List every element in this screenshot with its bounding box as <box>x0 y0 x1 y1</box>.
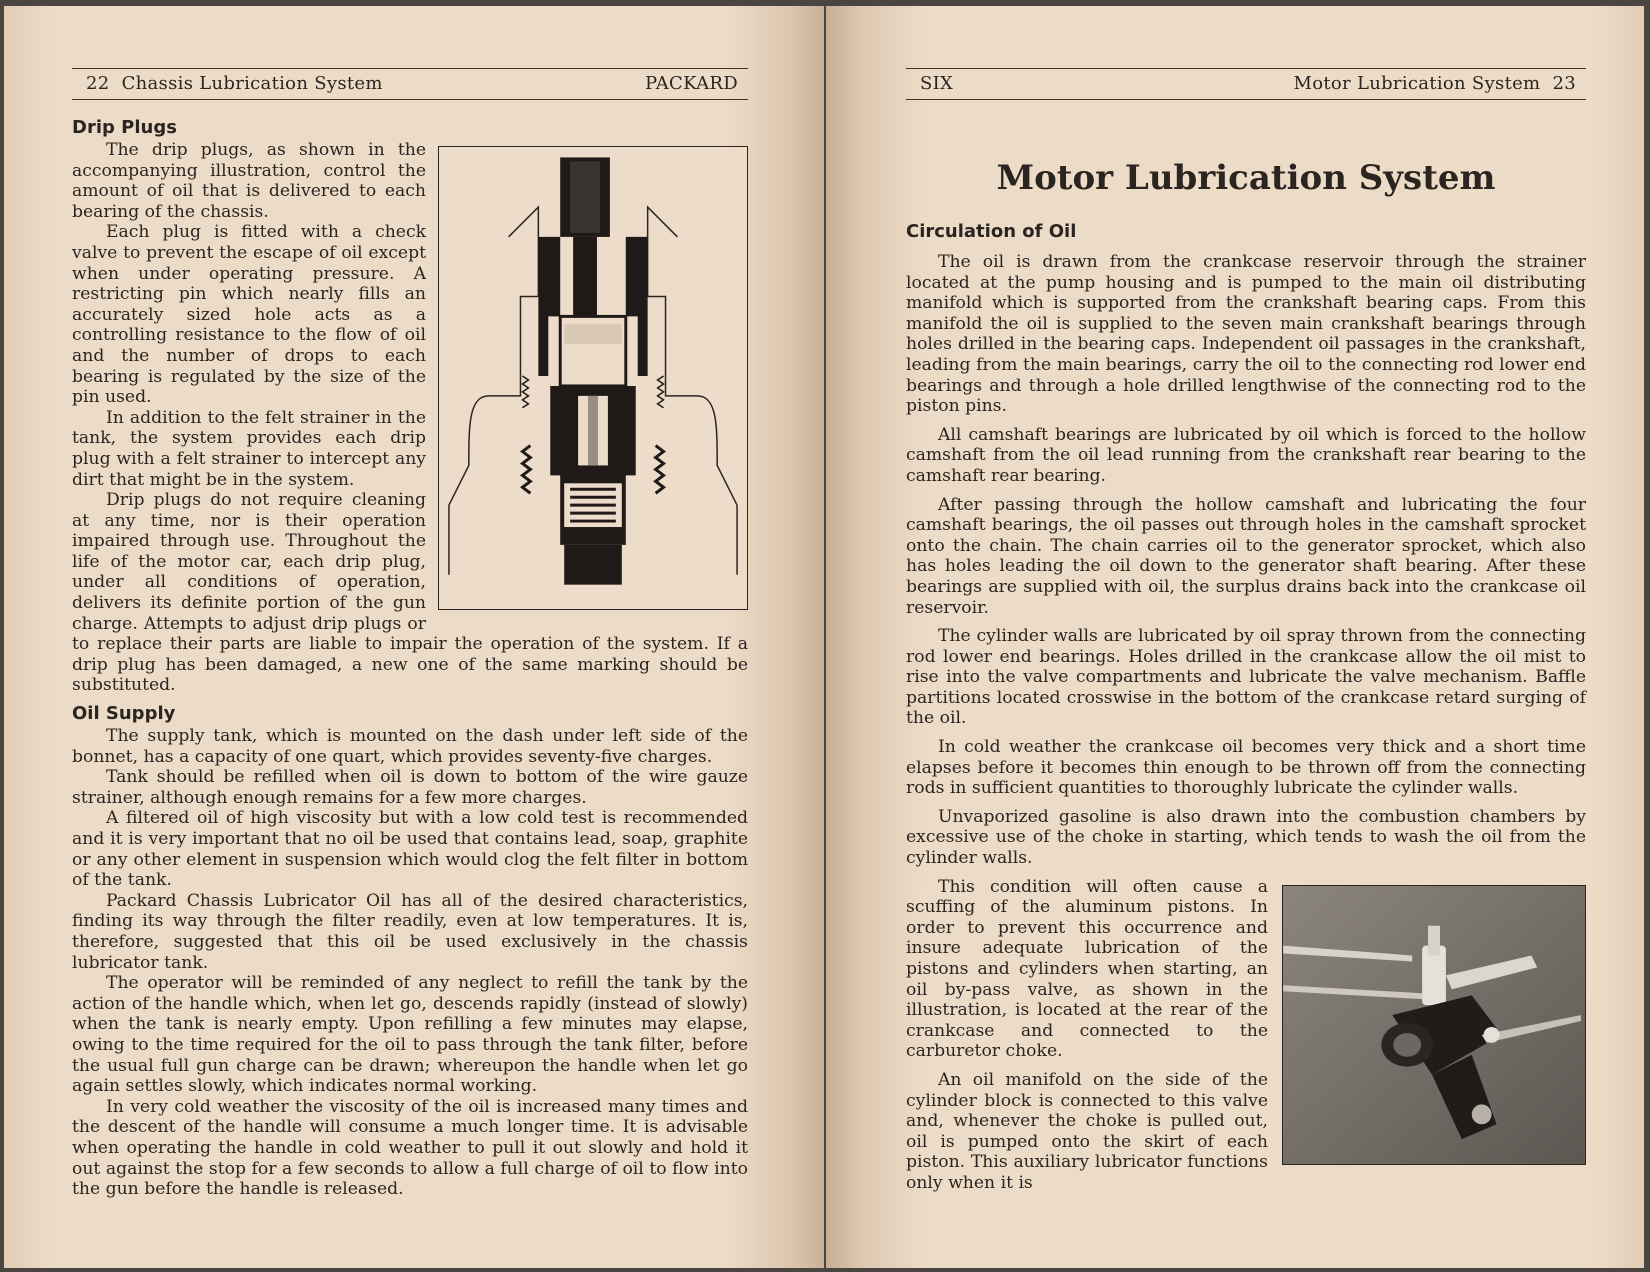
circulation-paragraph-6: Unvaporized gasoline is also drawn into the combustion chambers by excessive use of the choke in starting, which tends to wash the oil from the cylinder walls. <box>906 806 1586 869</box>
right-page <box>826 6 1644 1268</box>
brand-right: SIX <box>920 73 954 94</box>
oil-supply-paragraph-6: In very cold weather the viscosity of the oil is increased many times and the descent of the handle will consume a much longer time. It is advisable when operating the handle in cold weather to pull it out slowly and hold it out against the stop for a few seconds to allow a full charge of oil to flow into the gun before the handle is released. <box>72 1096 748 1200</box>
circulation-paragraph-1: The oil is drawn from the crankcase reservoir through the strainer located at the pump housing and is pumped to the main oil distributing manifold which is supported from the crankshaft bearing caps. From this manifold the oil is supplied to the seven main crankshaft bearings through holes drilled in the bearing caps. Independent oil passages in the crankshaft, leading from the main bearings, carry the oil to the connecting rod lower end bearings and through a hole drilled lengthwise of the connecting rod to the piston pins. <box>906 252 1586 417</box>
drip-plugs-paragraph-2: Each plug is fitted with a check valve to prevent the escape of oil except when under operating pressure. A restricting pin which nearly fills an accurately sized hole acts as a controlling resistance to the flow of oil and the number of drops to each bearing is regulated by the size of the pin used. <box>72 222 426 408</box>
circulation-paragraph-4: The cylinder walls are lubricated by oil spray thrown from the connecting rod lower end bearings. Holes drilled in the crankcase allow the oil mist to rise into the valve compartments and lubricate the valve mechanism. Baffle partitions located crosswise in the bottom of the crankcase retard surging of the oil. <box>906 626 1586 729</box>
drip-plugs-paragraph-1: The drip plugs, as shown in the accompanying illustration, control the amount of oil that is delivered to each bearing of the chassis. <box>72 140 426 222</box>
page-number-right: 23 <box>1552 73 1576 94</box>
oil-supply-heading: Oil Supply <box>72 703 176 725</box>
right-column <box>906 220 1586 1202</box>
drip-plug-illustration <box>438 146 748 610</box>
circulation-paragraph-8: An oil manifold on the side of the cylinder block is connected to this valve and, whenever the choke is pulled out, oil is pumped onto the skirt of each piston. This auxiliary lubricator functions only when it is <box>906 1069 1268 1193</box>
header-right-text <box>1293 70 1576 98</box>
oil-supply-paragraph-1: The supply tank, which is mounted on the dash under left side of the bonnet, has a capacity of one quart, which provides seventy-five charges. <box>72 726 748 767</box>
circulation-paragraph-2: All camshaft bearings are lubricated by oil which is forced to the hollow camshaft from the oil lead running from the crankshaft rear bearing to the camshaft rear bearing. <box>906 424 1586 486</box>
page-number-left: 22 <box>86 73 110 94</box>
drip-plug-cross-section <box>439 147 747 609</box>
drip-plugs-paragraph-4: Drip plugs do not require cleaning at any time, nor is their operation impaired through use. Throughout the life of the motor car, each drip plug, under all conditions of operation, delivers its definite portion of the gun charge. Attempts to adjust drip plugs or to replace their parts are liable to impair the operation of the system. If a drip plug has been damaged, a new one of the same marking should be substituted. <box>72 490 748 696</box>
section-title-left: Chassis Lubrication System <box>121 73 383 94</box>
oil-supply-paragraph-4: Packard Chassis Lubricator Oil has all of the desired characteristics, finding its way through the filter readily, even at low temperatures. It is, therefore, suggested that this oil be used exclusively in the chassis lubricator tank. <box>72 890 748 973</box>
left-column <box>72 116 748 1200</box>
chapter-title: Motor Lubrication System <box>996 158 1496 198</box>
oil-supply-paragraph-3: A filtered oil of high viscosity but with a low cold test is recommended and it is very important that no oil be used that contains lead, soap, graphite or any other element in suspension which would clog the felt filter in bottom of the tank. <box>72 808 748 891</box>
section-title-right: Motor Lubrication System <box>1293 73 1541 94</box>
drip-plugs-heading: Drip Plugs <box>72 117 177 138</box>
drip-plugs-paragraph-3: In addition to the felt strainer in the tank, the system provides each drip plug with a felt strainer to intercept any dirt that might be in the system. <box>72 407 426 490</box>
oil-supply-paragraph-5: The operator will be reminded of any neglect to refill the tank by the action of the handle which, when let go, descends rapidly (instead of slowly) when the tank is nearly empty. Upon refilling a few minutes may elapse, owing to the time required for the oil to pass through the tank filter, before the usual full gun charge can be drawn; whereupon the handle when let go again settles slowly, which indicates normal working. <box>72 973 748 1097</box>
left-page <box>4 6 824 1268</box>
running-head-left <box>72 68 748 100</box>
bypass-valve-illustration <box>1283 886 1585 1164</box>
running-head-right <box>906 68 1586 100</box>
circulation-paragraph-7: This condition will often cause a scuffing of the aluminum pistons. In order to prevent this occurrence and insure adequate lubrication of the pistons and cylinders when starting, an oil by-pass valve, as shown in the illustration, is located at the rear of the crankcase and connected to the carburetor choke. <box>906 876 1268 1062</box>
bypass-valve-photo <box>1282 885 1586 1165</box>
header-left-text <box>86 70 383 98</box>
oil-supply-paragraph-2: Tank should be refilled when oil is down to bottom of the wire gauze strainer, although enough remains for a few more charges. <box>72 767 748 808</box>
circulation-heading: Circulation of Oil <box>906 221 1077 242</box>
circulation-paragraph-3: After passing through the hollow camshaft and lubricating the four camshaft bearings, the oil passes out through holes in the camshaft sprocket onto the chain. The chain carries oil to the generator sprocket, which also has holes leading the oil down to the generator shaft bearing. After these bearings are supplied with oil, the surplus drains back into the crankcase oil reservoir. <box>906 494 1586 618</box>
brand-left: PACKARD <box>644 73 738 94</box>
circulation-paragraph-5: In cold weather the crankcase oil becomes very thick and a short time elapses before it becomes thin enough to be thrown off from the connecting rods in sufficient quantities to thoroughly lubricate the cylinder walls. <box>906 737 1586 799</box>
